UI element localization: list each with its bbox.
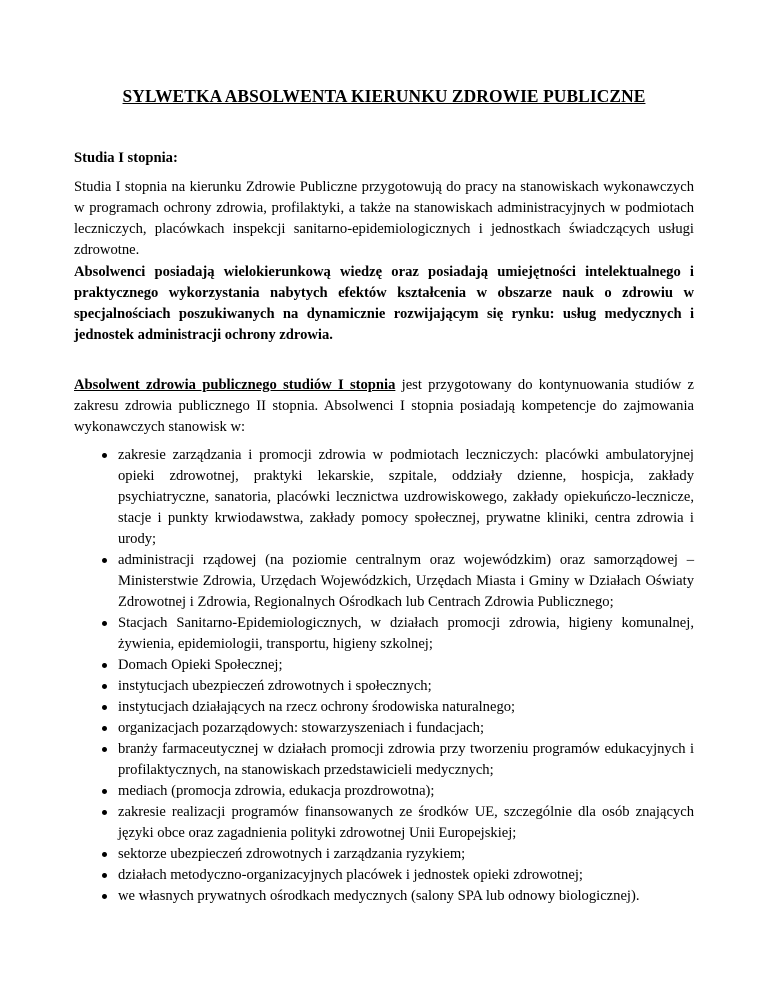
bullet-icon — [102, 621, 107, 626]
bullet-icon — [102, 663, 107, 668]
bullet-icon — [102, 558, 107, 563]
bullet-icon — [102, 726, 107, 731]
list-item-text: branży farmaceutycznej w działach promocji zdrowia przy tworzeniu programów edukacyjnych i profilaktycznych, na stanowiskach przedstawicieli medycznych; — [118, 741, 694, 778]
bullet-icon — [102, 747, 107, 752]
graduate-competence-paragraph — [74, 375, 694, 438]
competence-list — [74, 445, 694, 907]
list-item — [74, 718, 694, 739]
bullet-icon — [102, 684, 107, 689]
bullet-icon — [102, 810, 107, 815]
list-item-text: działach metodyczno-organizacyjnych placówek i jednostek opieki zdrowotnej; — [118, 867, 583, 883]
list-item-text: sektorze ubezpieczeń zdrowotnych i zarządzania ryzykiem; — [118, 846, 466, 862]
list-item — [74, 655, 694, 676]
list-item-text: zakresie realizacji programów finansowanych ze środków UE, szczególnie dla osób znających języki obce oraz zagadnienia polityki zdrowotnej Unii Europejskiej; — [118, 804, 694, 841]
section-heading: Studia I stopnia: — [74, 150, 178, 166]
list-item-text: Stacjach Sanitarno-Epidemiologicznych, w działach promocji zdrowia, higieny komunalnej, żywienia, epidemiologii, transportu, higieny szkolnej; — [118, 615, 694, 652]
intro-paragraph: Studia I stopnia na kierunku Zdrowie Publiczne przygotowują do pracy na stanowiskach wykonawczych w programach ochrony zdrowia, profilaktyki, a także na stanowiskach administracyjnych w podmiotach leczniczych, placówkach inspekcji sanitarno-epidemiologicznych i jednostkach świadczących usługi zdrowotne. — [74, 179, 694, 258]
list-item — [74, 844, 694, 865]
list-item — [74, 676, 694, 697]
list-item-text: instytucjach działających na rzecz ochrony środowiska naturalnego; — [118, 699, 516, 715]
list-item — [74, 445, 694, 550]
list-item — [74, 550, 694, 613]
bullet-icon — [102, 873, 107, 878]
graduate-rest-text: jest przygotowany do kontynuowania studiów z zakresu zdrowia publicznego II stopnia. Absolwenci I stopnia posiadają kompetencje do zajmowania wykonawczych stanowisk w: — [74, 377, 694, 435]
bullet-icon — [102, 453, 107, 458]
list-item — [74, 865, 694, 886]
list-item — [74, 886, 694, 907]
list-item-text: administracji rządowej (na poziomie centralnym oraz wojewódzkim) oraz samorządowej – Ministerstwie Zdrowia, Urzędach Wojewódzkich, Urzędach Miasta i Gminy w Działach Oświaty Zdrowotnej i Zdrowia, Regionalnych Ośrodkach lub Centrach Zdrowia Publicznego; — [118, 552, 694, 610]
list-item-text: we własnych prywatnych ośrodkach medycznych (salony SPA lub odnowy biologicznej). — [118, 888, 640, 904]
bullet-icon — [102, 852, 107, 857]
list-item-text: zakresie zarządzania i promocji zdrowia w podmiotach leczniczych: placówki ambulatoryjnej opieki zdrowotnej, praktyki lekarskie, szpitale, oddziały dzienne, hospicja, zakłady psychiatryczne, sanatoria, placówki lecznictwa uzdrowiskowego, zakłady opiekuńczo-lecznicze, stacje i punkty krwiodawstwa, zakłady pomocy społecznej, prywatne kliniki, centra zdrowia i urody; — [118, 447, 694, 547]
bullet-icon — [102, 789, 107, 794]
bold-summary-paragraph: Absolwenci posiadają wielokierunkową wiedzę oraz posiadają umiejętności intelektualnego i praktycznego wykorzystania nabytych efektów kształcenia w obszarze nauk o zdrowiu w specjalnościach poszukiwanych na dynamicznie rozwijającym się rynku: usług medycznych i jednostek administracji ochrony zdrowia. — [74, 264, 694, 343]
list-item-text: organizacjach pozarządowych: stowarzyszeniach i fundacjach; — [118, 720, 485, 736]
list-item — [74, 739, 694, 781]
list-item-text: Domach Opieki Społecznej; — [118, 657, 283, 673]
bullet-icon — [102, 705, 107, 710]
list-item — [74, 802, 694, 844]
list-item-text: instytucjach ubezpieczeń zdrowotnych i społecznych; — [118, 678, 432, 694]
list-item — [74, 697, 694, 718]
list-item — [74, 781, 694, 802]
bullet-icon — [102, 894, 107, 899]
graduate-lead-text: Absolwent zdrowia publicznego studiów I stopnia — [74, 377, 396, 393]
list-item-text: mediach (promocja zdrowia, edukacja prozdrowotna); — [118, 783, 435, 799]
list-item — [74, 613, 694, 655]
document-title: SYLWETKA ABSOLWENTA KIERUNKU ZDROWIE PUBLICZNE — [122, 86, 646, 106]
